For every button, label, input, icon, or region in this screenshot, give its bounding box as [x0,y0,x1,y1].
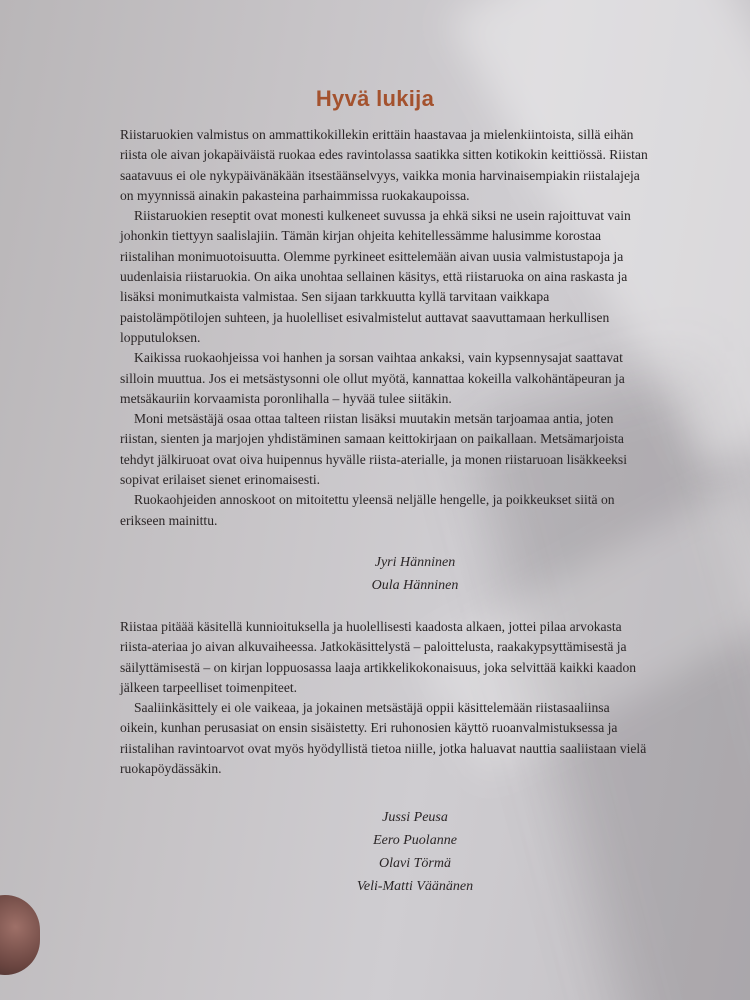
paragraph: Ruokaohjeiden annoskoot on mitoitettu yleensä neljälle hengelle, ja poikkeukset siitä on erikseen mainittu. [120,492,615,528]
author-name: Jyri Hänninen [374,555,456,570]
paragraph: Saaliinkäsittely ei ole vaikeaa, ja jokainen metsästäjä oppii käsittelemään riistasaaliinsa oikein, kunhan perusasiat on ensin sisäistetty. Eri ruhonosien käyttö ruoanvalmistuksessa ja riistalihan ravintoarvot ovat myös hyödyllistä tietoa niille, jotka haluavat nauttia saaliistaan vielä ruokapöydässäkin. [120,700,647,777]
paragraph: Riistaruokien reseptit ovat monesti kulkeneet suvussa ja ehkä siksi ne usein rajoittuvat vain johonkin tiettyyn saalislajiin. Tämän kirjan ohjeita kehitellessämme halusimme korostaa riistalihan monimuotoisuutta. Olemme pyrkineet esittelemään aivan uusia valmistustapoja ja uudenlaisia riistaruokia. On aika unohtaa sellainen käsitys, että riistaruoka on aina raskasta ja lisäksi monimutkaista valmistaa. Sen sijaan tarkkuutta kyllä tarvitaan vaikkapa paistolämpötilojen suhteen, ja huolelliset esivalmistelut auttavat saavuttamaan herkullisen lopputuloksen. [120,208,631,345]
paragraph: Moni metsästäjä osaa ottaa talteen riistan lisäksi muutakin metsän tarjoamaa antia, joten riistan, sienten ja marjojen yhdistäminen samaan keittokirjaan on paikallaan. Metsämarjoista tehdyt jälkiruoat ovat oiva huipennus hyvälle riista-aterialle, ja monen riistaruoan lisäkkeeksi sopivat erilaiset sienet erinomaisesti. [120,411,627,488]
author-name: Eero Puolanne [373,833,457,848]
author-name: Olavi Törmä [379,856,451,871]
signature-block-1 [0,551,750,597]
signature-block-2 [0,806,750,898]
author-name: Oula Hänninen [371,578,459,593]
paragraph: Kaikissa ruokaohjeissa voi hanhen ja sorsan vaihtaa ankaksi, vain kypsennysajat saattavat silloin muuttua. Jos ei metsästysonni ole ollut myötä, kannattaa kokeilla valkohäntäpeuran ja metsäkauriin korvaamista poronlihalla – hyvää tulee siitäkin. [120,350,625,406]
paragraph: Riistaruokien valmistus on ammattikokillekin erittäin haastavaa ja mielenkiintoista, sillä eihän riista ole aivan jokapäiväistä ruokaa edes ravintolassa saatikka sitten kotikokin keittiössä. Riistan saatavuus ei ole nykypäivänäkään itsestäänselvyys, vaikka monia harvinaisempiakin riistalajeja on myynnissä ainakin pakasteina parhaimmissa ruokakaupoissa. [120,127,648,203]
body-section-2 [120,617,650,779]
page-title: Hyvä lukija [315,86,435,111]
paragraph: Riistaa pitäää käsitellä kunnioituksella ja huolellisesti kaadosta alkaen, jottei pilaa arvokasta riista-ateriaa jo aivan alkuvaiheessa. Jatkokäsittelystä – paloittelusta, raakakypsyttämisestä ja säilyttämisestä – on kirjan loppuosassa laaja artikkelikokonaisuus, joka selvittää kaikki kaadon jälkeen tarpeelliset toimenpiteet. [120,619,637,695]
author-name: Jussi Peusa [382,810,448,825]
thumb [0,895,40,975]
author-name: Veli-Matti Väänänen [356,879,474,894]
body-section-1 [120,125,650,531]
